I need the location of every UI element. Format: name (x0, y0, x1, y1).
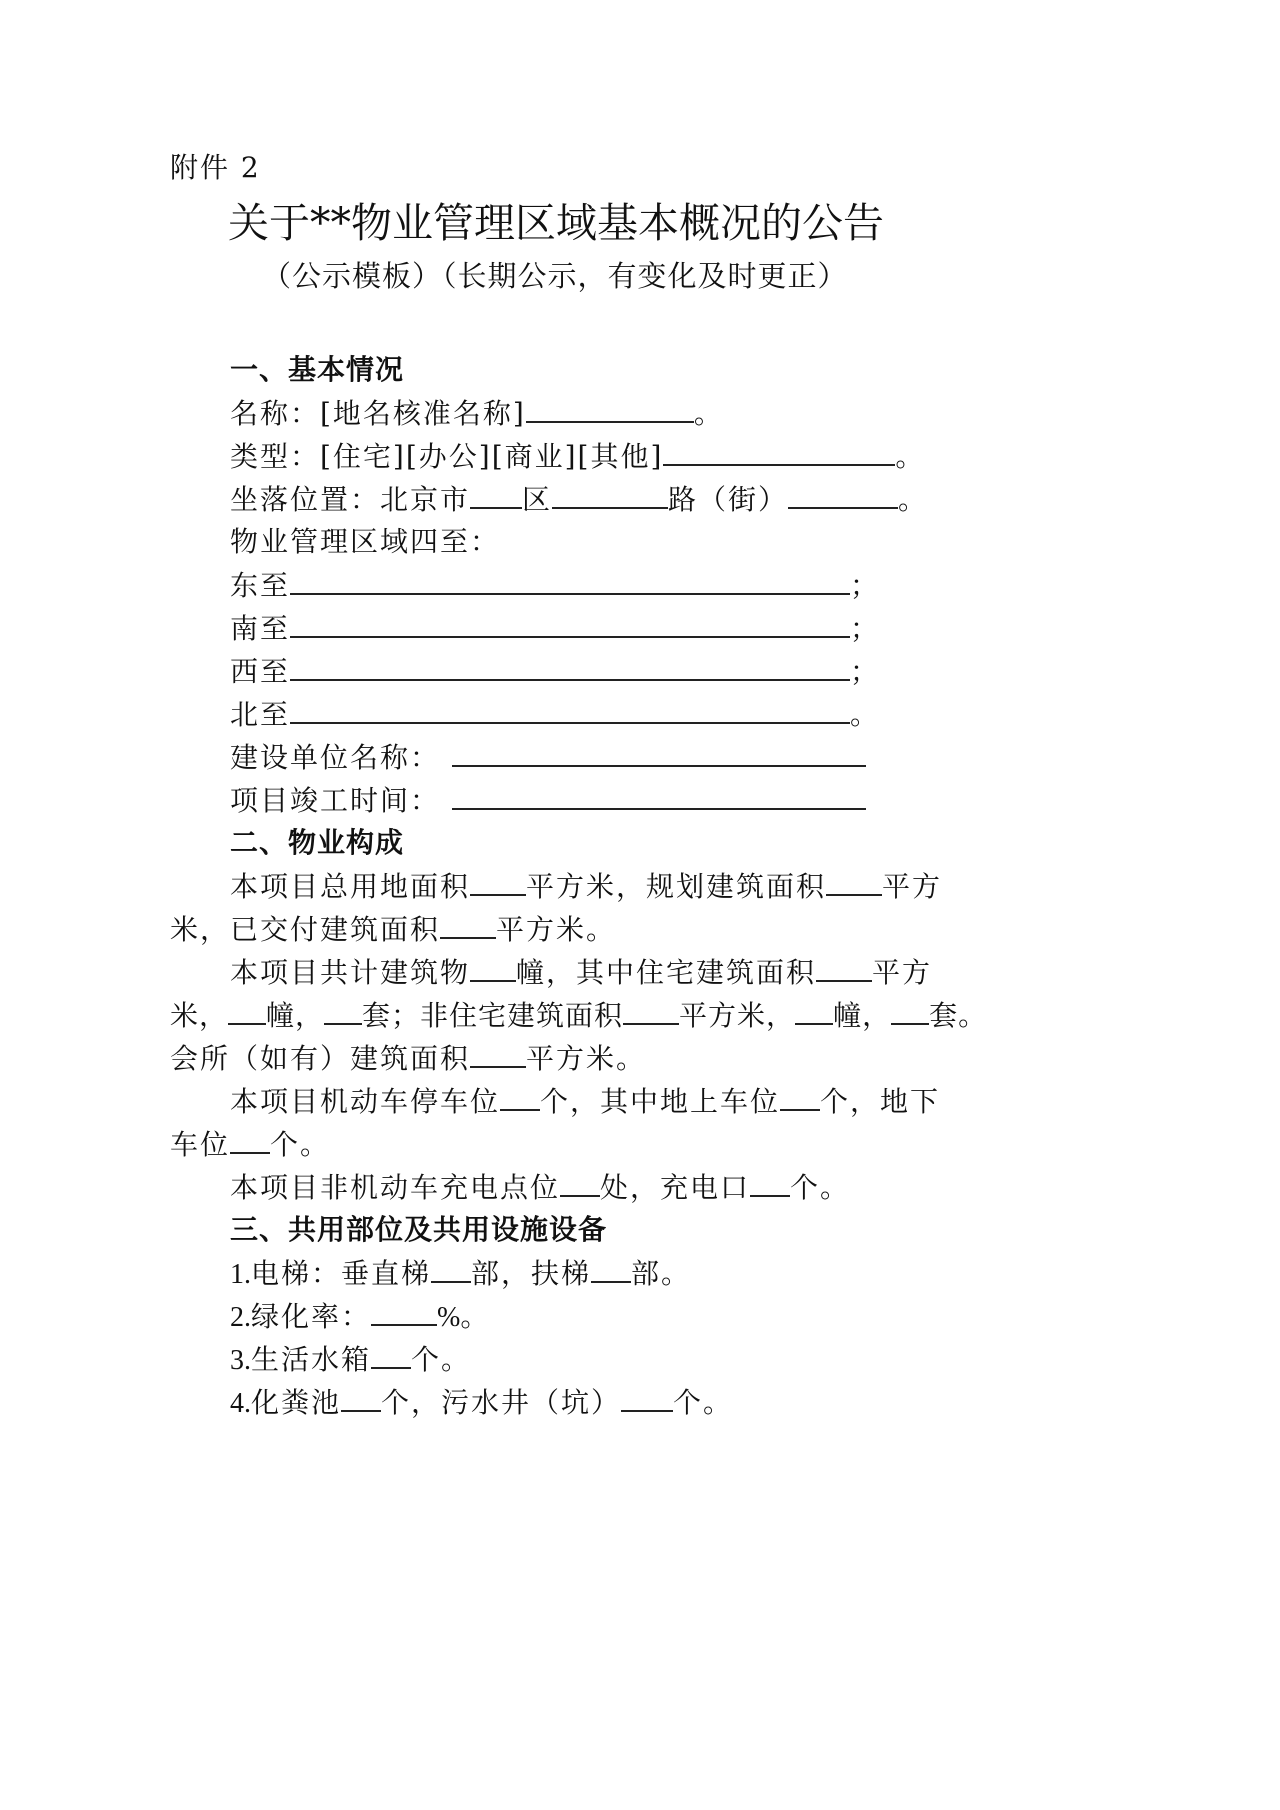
text: 个。 (270, 1128, 331, 1161)
text: 平方米。 (526, 1042, 647, 1075)
boundary-north-blank[interactable] (290, 696, 850, 724)
boundary-south-row (230, 610, 880, 647)
boundary-north-row (230, 696, 880, 733)
p3-line1 (230, 1083, 940, 1120)
text: 绿化率： (251, 1300, 372, 1333)
boundary-east-row (230, 567, 880, 604)
greening-rate-blank[interactable] (371, 1298, 437, 1326)
text: 部。 (631, 1257, 692, 1290)
item-number: 1. (230, 1259, 251, 1290)
text: 平方 (872, 956, 933, 989)
text: 化粪池 (251, 1386, 342, 1419)
text: 米， (170, 999, 229, 1032)
text: 个，地下 (820, 1085, 941, 1118)
text: 本项目总用地面积 (230, 870, 471, 903)
punct: ； (850, 612, 881, 645)
planned-area-blank[interactable] (826, 868, 882, 896)
text: 本项目共计建筑物 (230, 956, 471, 989)
boundary-west-blank[interactable] (290, 653, 850, 681)
buildings-blank[interactable] (470, 954, 516, 982)
water-tank-blank[interactable] (371, 1341, 411, 1369)
text: 电梯：垂直梯 (251, 1257, 432, 1290)
sewage-well-blank[interactable] (621, 1384, 673, 1412)
item-water-tank (230, 1341, 471, 1379)
punct: 。 (850, 698, 881, 731)
text: 个。 (673, 1386, 734, 1419)
text: %。 (437, 1302, 489, 1333)
boundary-east-blank[interactable] (290, 567, 850, 595)
road-label: 路（街） (668, 483, 789, 516)
punct: ； (850, 655, 881, 688)
text: 幢， (266, 999, 325, 1032)
completion-blank[interactable] (452, 782, 866, 810)
p2-line3 (170, 1040, 646, 1077)
text: 平方米，规划建筑面积 (526, 870, 827, 903)
p3-line2 (170, 1126, 330, 1163)
text: 会所（如有）建筑面积 (170, 1042, 471, 1075)
text: 部，扶梯 (471, 1257, 592, 1290)
text: 本项目机动车停车位 (230, 1085, 501, 1118)
nonresidential-units-blank[interactable] (891, 997, 929, 1025)
vertical-elevator-blank[interactable] (431, 1255, 471, 1283)
text: 幢， (833, 999, 892, 1032)
text: 本项目非机动车充电点位 (230, 1171, 561, 1204)
completion-row (230, 782, 866, 819)
delivered-area-blank[interactable] (440, 911, 496, 939)
developer-row (230, 739, 866, 776)
text: 处，充电口 (600, 1171, 751, 1204)
residential-units-blank[interactable] (324, 997, 362, 1025)
section-heading-property: 二、物业构成 (230, 826, 405, 859)
escalator-blank[interactable] (591, 1255, 631, 1283)
name-row (230, 395, 724, 432)
section-heading-basic-info: 一、基本情况 (230, 353, 405, 386)
section-heading-shared-facilities: 三、共用部位及共用设施设备 (230, 1213, 608, 1246)
text: 平方米。 (496, 913, 617, 946)
item-greening (230, 1298, 488, 1336)
location-row (230, 481, 928, 518)
document-subtitle: （公示模板）（长期公示，有变化及时更正） (262, 259, 848, 293)
item-number: 4. (230, 1388, 251, 1419)
completion-label: 项目竣工时间： (230, 784, 441, 817)
punct: ； (850, 569, 881, 602)
p1-line1 (230, 868, 942, 905)
nonresidential-buildings-blank[interactable] (795, 997, 833, 1025)
item-septic (230, 1384, 733, 1422)
location-label: 坐落位置：北京市 (230, 483, 471, 516)
developer-blank[interactable] (452, 739, 866, 767)
road-blank[interactable] (552, 481, 668, 509)
boundary-east-label: 东至 (230, 569, 291, 602)
parking-total-blank[interactable] (500, 1083, 540, 1111)
boundary-west-label: 西至 (230, 655, 291, 688)
item-number: 2. (230, 1302, 251, 1333)
developer-label: 建设单位名称： (230, 741, 441, 774)
text: 生活水箱 (251, 1343, 372, 1376)
text: 车位 (170, 1128, 231, 1161)
street-blank[interactable] (788, 481, 898, 509)
charging-points-blank[interactable] (560, 1169, 600, 1197)
text: 个。 (411, 1343, 472, 1376)
attachment-label: 附件 2 (170, 151, 261, 184)
parking-below-blank[interactable] (230, 1126, 270, 1154)
name-blank[interactable] (526, 395, 694, 423)
item-number: 3. (230, 1345, 251, 1376)
land-area-blank[interactable] (470, 868, 526, 896)
nonresidential-area-blank[interactable] (623, 997, 679, 1025)
boundary-heading: 物业管理区域四至： (230, 525, 501, 558)
parking-above-blank[interactable] (780, 1083, 820, 1111)
text: 套；非住宅建筑面积 (362, 999, 624, 1032)
district-label: 区 (522, 483, 553, 516)
text: 个，污水井（坑） (381, 1386, 622, 1419)
name-label: 名称：[地名核准名称] (230, 397, 526, 430)
boundary-north-label: 北至 (230, 698, 291, 731)
text: 套。 (929, 999, 988, 1032)
text: 幢，其中住宅建筑面积 (516, 956, 817, 989)
text: 平方米， (679, 999, 796, 1032)
p1-line2 (170, 911, 616, 948)
text: 米，已交付建筑面积 (170, 913, 441, 946)
type-blank[interactable] (663, 438, 895, 466)
p2-line1 (230, 954, 932, 991)
type-label: 类型：[住宅][办公][商业][其他] (230, 440, 664, 473)
p2-line2 (170, 997, 987, 1034)
clubhouse-area-blank[interactable] (470, 1040, 526, 1068)
text: 平方 (882, 870, 943, 903)
boundary-west-row (230, 653, 880, 690)
boundary-south-blank[interactable] (290, 610, 850, 638)
text: 个。 (790, 1171, 851, 1204)
type-row (230, 438, 925, 475)
document-title: 关于**物业管理区域基本概况的公告 (228, 199, 884, 247)
text: 个，其中地上车位 (540, 1085, 781, 1118)
residential-area-blank[interactable] (816, 954, 872, 982)
charging-ports-blank[interactable] (750, 1169, 790, 1197)
punct: 。 (693, 397, 724, 430)
district-blank[interactable] (470, 481, 522, 509)
punct: 。 (895, 440, 926, 473)
septic-tank-blank[interactable] (341, 1384, 381, 1412)
punct: 。 (898, 483, 929, 516)
residential-buildings-blank[interactable] (228, 997, 266, 1025)
p4-line1 (230, 1169, 850, 1206)
boundary-south-label: 南至 (230, 612, 291, 645)
item-elevator (230, 1255, 691, 1293)
